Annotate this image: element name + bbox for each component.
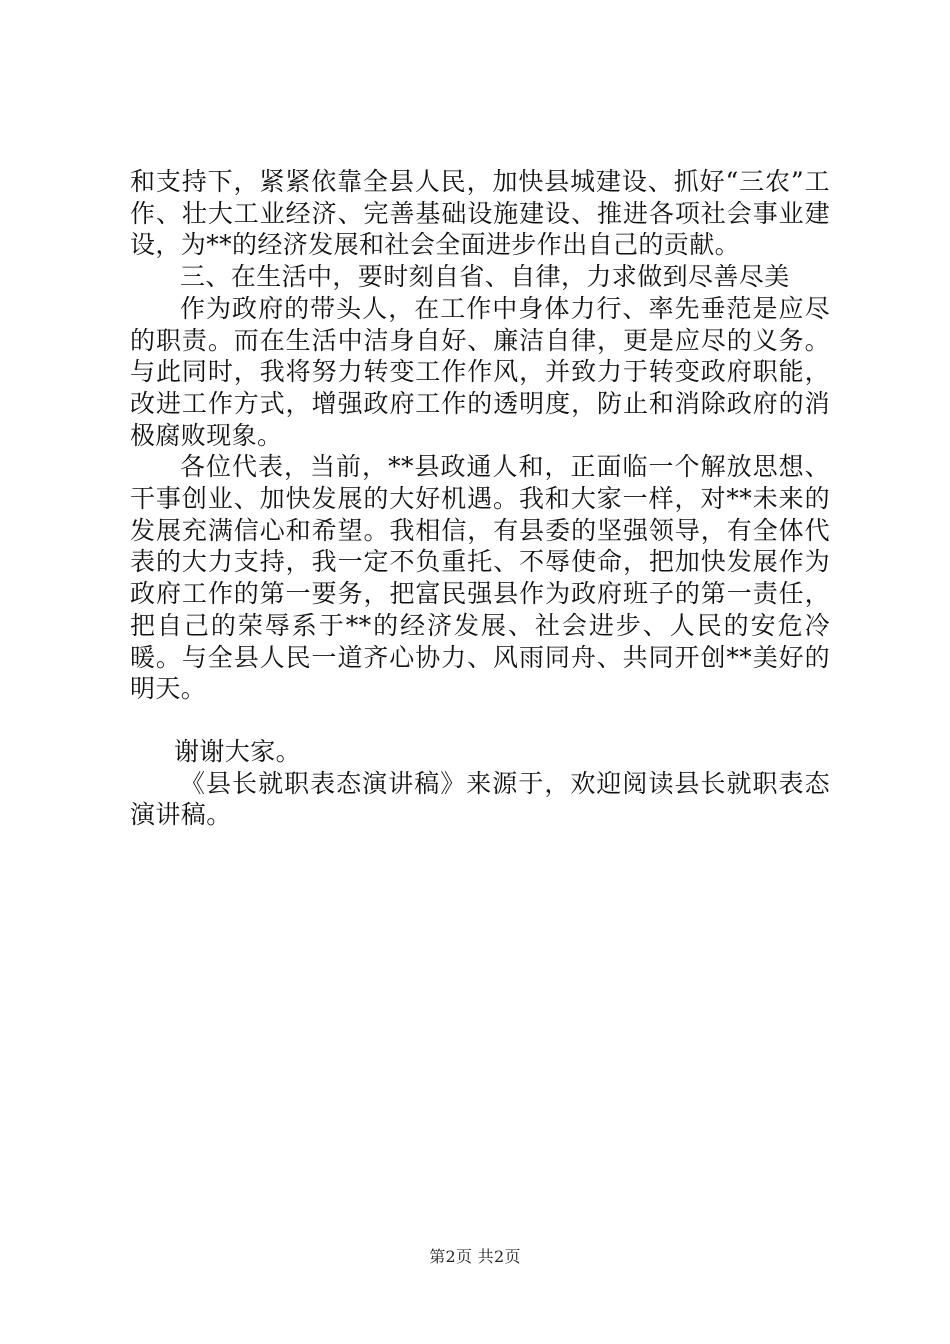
thanks-line: 谢谢大家。: [174, 736, 302, 766]
document-body: [130, 166, 830, 831]
paragraph-continuation: 和支持下，紧紧依靠全县人民，加快县城建设、抓好“三农”工作、壮大工业经济、完善基础设施建设、推进各项社会事业建设，为**的经济发展和社会全面进步作出自己的贡献。: [130, 167, 830, 260]
paragraph-conduct: 作为政府的带头人，在工作中身体力行、率先垂范是应尽的职责。而在生活中洁身自好、廉洁自律，更是应尽的义务。与此同时，我将努力转变工作作风，并致力于转变政府职能，改进工作方式，增强政府工作的透明度，防止和消除政府的消极腐败现象。: [130, 293, 830, 450]
source-note: 《县长就职表态演讲稿》来源于，欢迎阅读县长就职表态演讲稿。: [130, 768, 830, 830]
section-heading: 三、在生活中，要时刻自省、自律，力求做到尽善尽美: [180, 262, 790, 292]
page-footer: 第2页 共2页: [429, 1247, 521, 1266]
paragraph-closing: 各位代表，当前，**县政通人和，正面临一个解放思想、干事创业、加快发展的大好机遇。我和大家一样，对**未来的发展充满信心和希望。我相信，有县委的坚强领导，有全体代表的大力支持，我一定不负重托、不辱使命，把加快发展作为政府工作的第一要务，把富民强县作为政府班子的第一责任，把自己的荣辱系于**的经济发展、社会进步、人民的安危冷暖。与全县人民一道齐心协力、风雨同舟、共同开创**美好的明天。: [130, 452, 830, 704]
